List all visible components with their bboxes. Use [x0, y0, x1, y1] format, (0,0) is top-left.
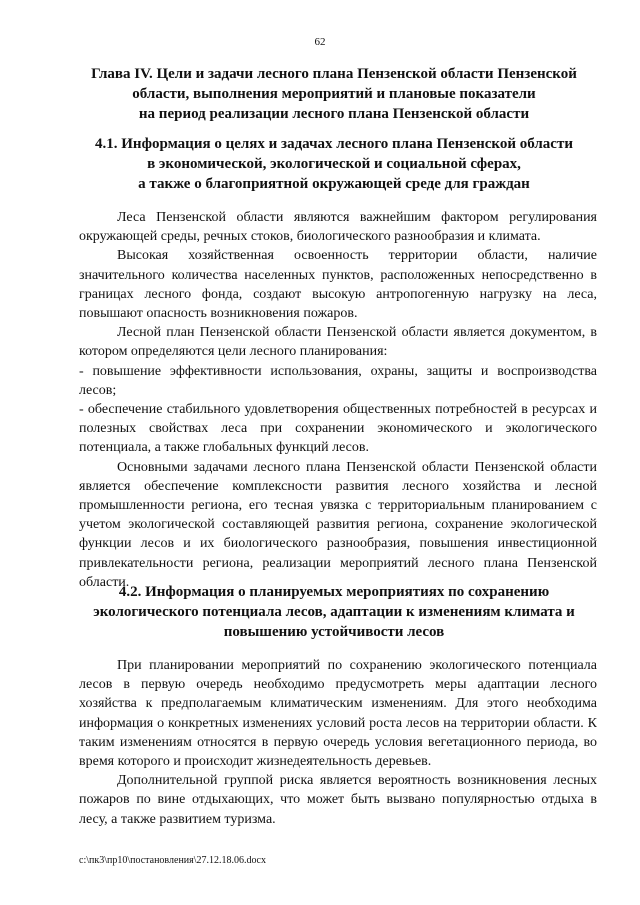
footer-file-path: c:\пк3\пр10\постановления\27.12.18.06.docx	[79, 855, 266, 866]
section-4-1-body	[79, 208, 597, 592]
section-title-line: а также о благоприятной окружающей среде для граждан	[138, 176, 530, 192]
list-item: - обеспечение стабильного удовлетворения общественных потребностей в ресурсах и полезных свойствах леса при сохранении экономического и экологического потенциала, а также глобальных функций лесов.	[79, 402, 597, 456]
section-title-line: в экономической, экологической и социальной сферах,	[147, 156, 521, 172]
paragraph: Дополнительной группой риска является вероятность возникновения лесных пожаров по вине отдыхающих, что может быть вызвано популярностью отдыха в лесу, а также развитием туризма.	[79, 773, 597, 827]
section-title-4-2	[60, 582, 608, 642]
chapter-title-line: Глава IV. Цели и задачи лесного плана Пензенской области Пензенской	[91, 66, 577, 82]
paragraph: Леса Пензенской области являются важнейшим фактором регулирования окружающей среды, речных стоков, биологического разнообразия и климата.	[79, 210, 597, 245]
chapter-title-line: на период реализации лесного плана Пензенской области	[138, 106, 530, 122]
list-item: - повышение эффективности использования, охраны, защиты и воспроизводства лесов;	[79, 363, 597, 398]
section-title-line: 4.2. Информация о планируемых мероприятиях по сохранению	[118, 584, 550, 600]
paragraph: Высокая хозяйственная освоенность территории области, наличие значительного количества населенных пунктов, расположенных непосредственно в границах лесного фонда, создают высокую антропогенную нагрузку на леса, повышают опасность возникновения пожаров.	[79, 248, 597, 322]
section-title-4-1	[60, 134, 608, 194]
chapter-title	[60, 64, 608, 124]
paragraph: Лесной план Пензенской области Пензенской области является документом, в котором определяются цели лесного планирования:	[79, 325, 597, 360]
paragraph: При планировании мероприятий по сохранению экологического потенциала лесов в первую очередь необходимо предусмотреть меры адаптации лесного хозяйства к предполагаемым климатическим изменениям. Для этого необходима информация о конкретных изменениях условий роста лесов на территории области. К таким изменениям относятся в первую очередь условия вегетационного периода, во время которого и происходит жизнедеятельность деревьев.	[79, 658, 597, 770]
page-number: 62	[314, 36, 326, 48]
section-title-line: экологического потенциала лесов, адаптации к изменениям климата и	[93, 604, 575, 620]
section-title-line: повышению устойчивости лесов	[223, 624, 445, 640]
section-title-line: 4.1. Информация о целях и задачах лесного плана Пензенской области	[95, 136, 573, 152]
paragraph: Основными задачами лесного плана Пензенской области Пензенской области является обеспечение комплексности развития лесного хозяйства и лесной промышленности региона, его тесная увязка с территориальным планированием с учетом экологической составляющей развития региона, сохранение экологической функции лесов и их биологического разнообразия, повышения инвестиционной привлекательности региона, реализации мероприятий лесного плана Пензенской области.	[79, 459, 597, 590]
chapter-title-line: области, выполнения мероприятий и плановые показатели	[132, 86, 536, 102]
section-4-2-body	[79, 656, 597, 829]
